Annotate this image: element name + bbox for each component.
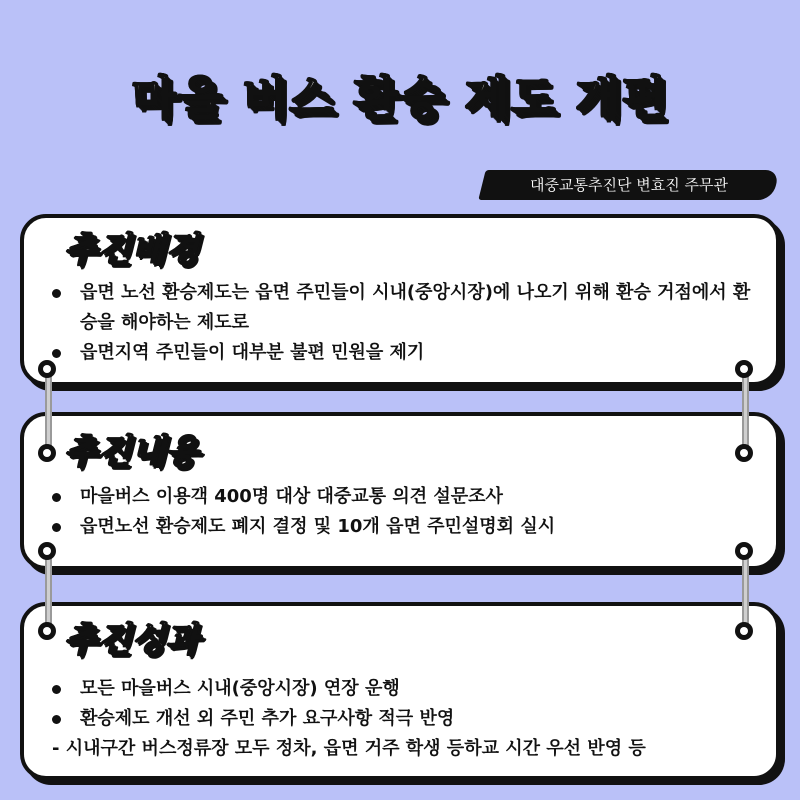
sub-note: - 시내구간 버스정류장 모두 정차, 읍면 거주 학생 등하교 시간 우선 반영 등 (52, 738, 646, 759)
list-item (48, 674, 756, 704)
binder-ring-icon (38, 444, 56, 462)
section-card-content (20, 412, 780, 570)
binder-ring-icon (735, 444, 753, 462)
binder-connector-right-1 (742, 370, 749, 452)
list-item-text: 읍면 노선 환승제도는 읍면 주민들이 시내(중앙시장)에 나오기 위해 환승 거점에서 환승을 해야하는 제도로 (80, 282, 751, 333)
binder-connector-right-2 (742, 552, 749, 632)
section-title: 추진내용 (64, 432, 200, 472)
bullet-icon (52, 715, 61, 724)
binder-ring-icon (38, 542, 56, 560)
section-title: 추진성과 (64, 620, 200, 660)
binder-ring-icon (735, 542, 753, 560)
author-label: 대중교통추진단 변효진 주무관 (530, 176, 728, 194)
binder-connector-left-1 (45, 370, 52, 452)
bullet-icon (52, 289, 61, 298)
list-item (48, 512, 756, 542)
binder-ring-icon (735, 360, 753, 378)
binder-ring-icon (38, 622, 56, 640)
list-item-text: 읍면지역 주민들이 대부분 불편 민원을 제기 (80, 342, 425, 363)
list-item-text: 모든 마을버스 시내(중앙시장) 연장 운행 (80, 678, 400, 699)
list-item (48, 338, 756, 368)
list-item-text: 마을버스 이용객 400명 대상 대중교통 의견 설문조사 (80, 486, 503, 507)
binder-ring-icon (38, 360, 56, 378)
page-title: 마을 버스 환승 제도 개편 (131, 71, 669, 125)
section-item-list (48, 278, 756, 368)
list-item (48, 482, 756, 512)
list-item (48, 278, 756, 338)
list-item-text: 읍면노선 환승제도 폐지 결정 및 10개 읍면 주민설명회 실시 (80, 516, 556, 537)
section-card-background (20, 214, 780, 386)
bullet-icon (52, 349, 61, 358)
bullet-icon (52, 685, 61, 694)
bullet-icon (52, 523, 61, 532)
section-card-results (20, 602, 780, 780)
bullet-icon (52, 493, 61, 502)
list-item-text: 환승제도 개선 외 주민 추가 요구사항 적극 반영 (80, 708, 455, 729)
binder-connector-left-2 (45, 552, 52, 632)
binder-ring-icon (735, 622, 753, 640)
list-item (48, 704, 756, 734)
section-title: 추진배경 (64, 230, 200, 270)
section-item-list (48, 674, 756, 764)
section-item-list (48, 482, 756, 542)
